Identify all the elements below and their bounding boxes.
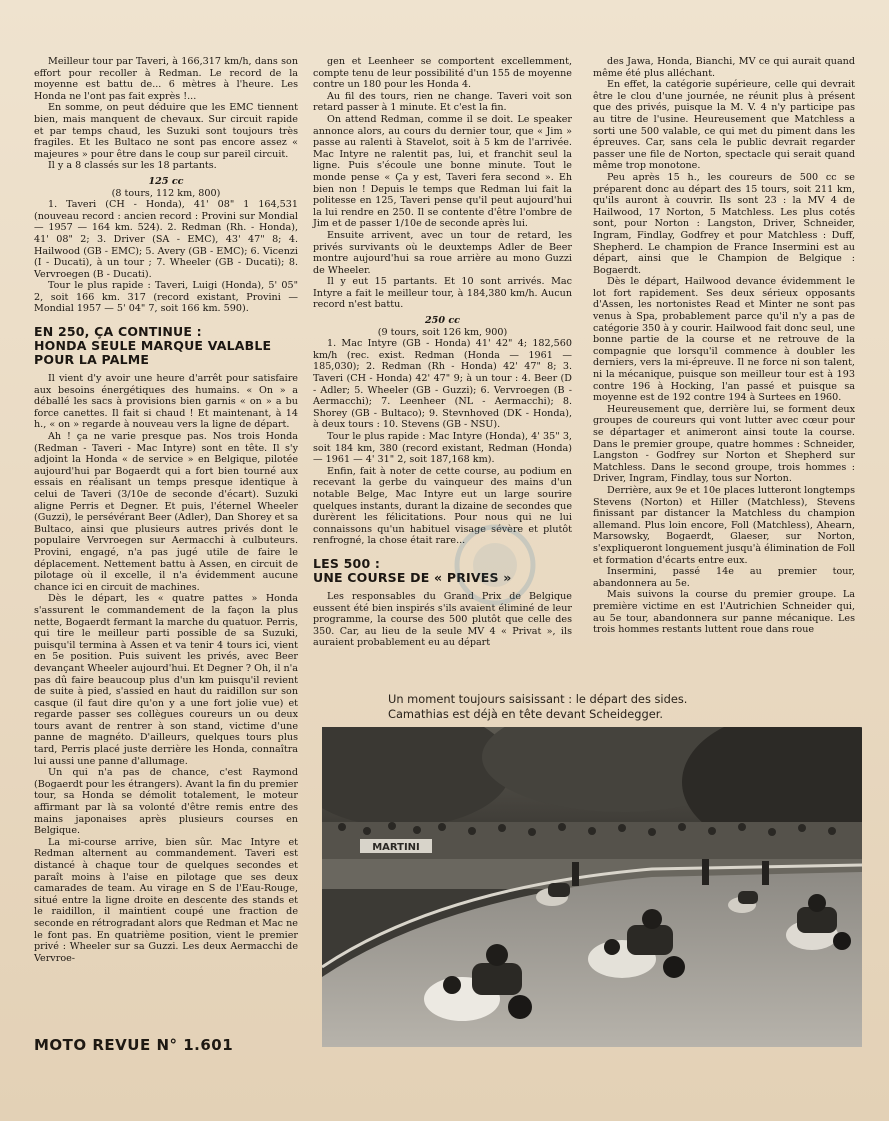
paragraph: Derrière, aux 9e et 10e places lutteront longtemps Stevens (Norton) et Hiller (Matchless), Stevens finissant par distancer la Matchless du champion allemand. Plus loin encore, Foll (Matchless), Ahearn, Marsowsky, Bogaerdt, Glaeser, sur Norton, s'expliqueront longuement jusqu'à élimination de Foll et formation d'écarts entre eux. <box>593 484 855 566</box>
paragraph: Heureusement que, derrière lui, se forment deux groupes de coureurs qui vont lutter avec cœur pour se départager et animeront ainsi toute la course. Dans le premier groupe, quatre hommes : Schneider, Langston - Godfrey sur Norton et Shepherd sur Matchless. Dans le second groupe, trois hommes : Driver, Ingram, Findlay, tous sur Norton. <box>593 403 855 485</box>
text-column-1 <box>34 56 298 964</box>
class-250-title: 250 cc <box>424 315 461 327</box>
heading-line: LES 500 : <box>313 555 381 571</box>
class-125-results: 1. Taveri (CH - Honda), 41' 08" 1 164,531 (nouveau record : ancien record : Provini sur Mondial — 1957 — 164 km. 524). 2. Redman (Rh. - Honda), 41' 08" 2; 3. Driver (SA - EMC), 43' 47" 8; 4. Hailwood (GB - EMC); 5. Avery (GB - EMC); 6. Vicenzi (I - Ducati), à un tour ; 7. Wheeler (GB - Ducati); 8. Vervroegen (B - Ducati). <box>34 199 298 280</box>
paragraph: Les responsables du Grand Prix de Belgique eussent été bien inspirés s'ils avaient éliminé de leur programme, la course des 500 plutôt que celle des 350. Car, au lieu de la seule MV 4 « Privat », ils auraient probablement eu au départ <box>313 590 572 649</box>
paragraph: des Jawa, Honda, Bianchi, MV ce qui aurait quand même été plus alléchant. <box>593 56 855 79</box>
paragraph: Il y eut 15 partants. Et 10 sont arrivés. Mac Intyre a fait le meilleur tour, à 184,380 km/h. Aucun record n'est battu. <box>313 276 572 311</box>
paragraph: Ensuite arrivent, avec un tour de retard, les privés survivants où le deuxtemps Adler de Beer montre aujourd'hui sa roue arrière au mono Guzzi de Wheeler. <box>313 229 572 276</box>
heading-line: HONDA SEULE MARQUE VALABLE <box>34 338 272 354</box>
paragraph: Au fil des tours, rien ne change. Taveri voit son retard passer à 1 minute. Et c'est la fin. <box>313 90 572 114</box>
paragraph: Insermini, passé 14e au premier tour, abandonnera au 5e. <box>593 566 855 589</box>
class-250-fastest-lap: Tour le plus rapide : Mac Intyre (Honda), 4' 35" 3, soit 184 km, 380 (record existant, Redman (Honda) — 1961 — 4' 31" 2, soit 187,168 km). <box>313 431 572 466</box>
heading-line: EN 250, ÇA CONTINUE : <box>34 324 202 340</box>
photo-caption <box>388 692 858 722</box>
banner-text: MARTINI <box>372 842 420 853</box>
paragraph: Meilleur tour par Taveri, à 166,317 km/h, dans son effort pour recoller à Redman. Le record de la moyenne est battu de... 6 mètres à l'heure. Les Honda ne l'ont pas fait exprès !... <box>34 56 298 102</box>
text-column-3 <box>593 56 855 636</box>
paragraph: Dès le départ, Hailwood devance évidemment le lot fort rapidement. Ses deux sérieux opposants d'Assen, les nortonistes Read et Minter ne sont pas venus à Spa, probablement parce qu'il n'y a pas de catégorie 350 à y courir. Hailwood fait donc seul, une bonne partie de la course et ne retrouve de la compagnie que lorsqu'il commence à doubler les derniers, vers la mi-épreuve. Il ne force ni son talent, ni la mécanique, puisque son meilleur tour est à 193 contre 196 à Hocking, l'an passé et puisque sa moyenne est de 192 contre 194 à Surtees en 1960. <box>593 276 855 404</box>
class-250-subtitle: (9 tours, soit 126 km, 900) <box>377 326 508 338</box>
paragraph: Enfin, fait à noter de cette course, au podium en recevant la gerbe du vainqueur des mains d'un notable Belge, Mac Intyre eut un large sourire quelques instants, durant la dizaine de secondes que durèrent les félicitations. Pour nous qui ne lui connaissons qu'un habituel visage sévère et plutôt renfrogné, la chose était rare... <box>313 465 572 547</box>
paragraph: Mais suivons la course du premier groupe. La première victime en est l'Autrichien Schneider qui, au 5e tour, abandonnera sur panne mécanique. Les trois hommes restants luttent roue dans roue <box>593 589 855 636</box>
paragraph: Ah ! ça ne varie presque pas. Nos trois Honda (Redman - Taveri - Mac Intyre) sont en tête. Il s'y adjoint la Honda « de service » en Belgique, pilotée aujourd'hui par Bogaerdt qui a fort bien tourné aux essais en réalisant un temps presque identique à celui de Taveri (3/10e de seconde d'écart). Suzuki aligne Perris et Degner. Et puis, l'éternel Wheeler (Guzzi), le persévérant Beer (Adler), Dan Shorey et sa Bultaco, ainsi que plusieurs autres privés dont le populaire Vervroegen sur Aermacchi à culbuteurs. Provini, engagé, n'a pas jugé utile de faire le déplacement. Nettement battu à Assen, en circuit de pilotage où il excelle, il n'a évidemment aucune chance ici en circuit de machines. <box>34 431 298 593</box>
paragraph: Il y a 8 classés sur les 18 partants. <box>48 160 217 172</box>
section-heading-250 <box>34 325 298 367</box>
watermark-stamp-icon <box>450 520 540 610</box>
paragraph: En effet, la catégorie supérieure, celle qui devrait être le clou d'une journée, ne réunit plus à présent que des privés, puisque la M. V. 4 n'y participe pas au titre de l'usine. Heureusement que Matchless a sorti une 500 valable, ce qui met du piment dans les épreuves. Car, sans cela le public devrait regarder passer une file de Norton, spectacle qui serait quand même trop monotone. <box>593 79 855 172</box>
class-250-results: 1. Mac Intyre (GB - Honda) 41' 42" 4; 182,560 km/h (rec. exist. Redman (Honda — 1961 — 185,030); 2. Redman (Rh - Honda) 42' 47" 8; 3. Taveri (CH - Honda) 42' 47" 9; à un tour : 4. Beer (D - Adler; 5. Wheeler (GB - Guzzi); 6. Vervroegen (B - Aermacchi); 7. Leenheer (NL - Aermacchi); 8. Shorey (GB - Bultaco); 9. Stevnhoved (DK - Honda), à deux tours : 10. Stevens (GB - NSU). <box>313 338 572 431</box>
heading-line: POUR LA PALME <box>34 352 150 368</box>
class-125-fastest-lap: Tour le plus rapide : Taveri, Luigi (Honda), 5' 05" 2, soit 166 km. 317 (record existant, Provini — Mondial 1957 — 5' 04" 7, soit 166 km. 590). <box>34 280 298 315</box>
sidecar-race-photo <box>322 727 862 1047</box>
paragraph: La mi-course arrive, bien sûr. Mac Intyre et Redman alternent au commandement. Taveri est distancé à chaque tour de quelques secondes et paraît moins à l'aise en pilotage que ses deux camarades de team. Au virage en S de l'Eau-Rouge, situé entre la ligne droite en descente des stands et le raidillon, il maintient coupé une fraction de seconde en rétrogradant alors que Redman et Mac ne le font pas. En quatrième position, vient le premier privé : Wheeler sur sa Guzzi. Les deux Aermacchi de Vervroe- <box>34 836 298 964</box>
paragraph: Un qui n'a pas de chance, c'est Raymond (Bogaerdt pour les étrangers). Avant la fin du premier tour, sa Honda se démolit totalement, le moteur affirmant par là sa volonté d'être remis entre des mains japonaises après plusieurs courses en Belgique. <box>34 767 298 837</box>
class-125-title: 125 cc <box>148 175 184 187</box>
paragraph: On attend Redman, comme il se doit. Le speaker annonce alors, au cours du dernier tour, que « Jim » passe au ralenti à Stavelot, soit à 5 km de l'arrivée. Mac Intyre ne ralentit pas, lui, et franchit seul la ligne. Puis s'écoule une bonne minute. Tout le monde pense « Ça y est, Taveri fera second ». Eh bien non ! Depuis le temps que Redman lui fait la politesse en 125, Taveri pense qu'il peut aujourd'hui la lui rendre en 250. Il se contente d'être l'ombre de Jim et de passer 1/10e de seconde après lui. <box>313 113 572 230</box>
paragraph: gen et Leenheer se comportent excellemment, compte tenu de leur possibilité d'un 155 de moyenne contre un 180 pour les Honda 4. <box>313 56 572 91</box>
paragraph: En somme, on peut déduire que les EMC tiennent bien, mais manquent de chevaux. Sur circuit rapide et par temps chaud, les Suzuki sont toujours très fragiles. Et les Bultaco ne sont pas encore assez « majeures » pour être dans le coup sur pareil circuit. <box>34 102 298 160</box>
paragraph: Peu après 15 h., les coureurs de 500 cc se préparent donc au départ des 15 tours, soit 211 km, qu'ils auront à couvrir. Ils sont 23 : la MV 4 de Hailwood, 17 Norton, 5 Matchless. Les plus cotés sont, pour Norton : Langston, Driver, Schneider, Ingram, Findlay, Godfrey et pour Matchless : Duff, Shepherd. Le champion de France Insermini est au départ, ainsi que le Champion de Belgique : Bogaerdt. <box>593 171 855 276</box>
paragraph: Dès le départ, les « quatre pattes » Honda s'assurent le commandement de la façon la plus nette, Bogaerdt fermant la marche du quatuor. Perris, qui tire le meilleur parti possible de sa Suzuki, puisqu'il termina à Assen et va tenir 4 tours ici, vient en 5e position. Puis suivent les privés, avec Beer devançant Wheeler aujourd'hui. Et Degner ? Oh, il n'a pas dû faire beaucoup plus d'un km puisqu'il revient de suite à pied, s'assied en haut du raidillon sur son casque (il faut dire qu'on y a une fort jolie vue) et regarde passer ses collègues coureurs un ou deux tours avant de rentrer à son stand, victime d'une panne de magnéto. D'ailleurs, quelques tours plus tard, Perris placé juste derrière les Honda, connaîtra lui aussi une panne d'allumage. <box>34 593 298 767</box>
race-photo <box>322 727 862 1047</box>
heading-line: UNE COURSE DE « PRIVES » <box>313 569 512 585</box>
page-footer: MOTO REVUE N° 1.601 <box>34 1036 234 1054</box>
paragraph: Il vient d'y avoir une heure d'arrêt pour satisfaire aux besoins énergétiques des humains. « On » a déballé les sacs à provisions bien garnis « on » a bu force canettes. Il fait si chaud ! Et maintenant, à 14 h., « on » regarde à nouveau vers la ligne de départ. <box>34 373 298 431</box>
caption-line: Camathias est déjà en tête devant Scheidegger. <box>388 707 663 721</box>
class-125-subtitle: (8 tours, 112 km, 800) <box>111 187 221 199</box>
caption-line: Un moment toujours saisissant : le départ des sides. <box>388 692 688 706</box>
